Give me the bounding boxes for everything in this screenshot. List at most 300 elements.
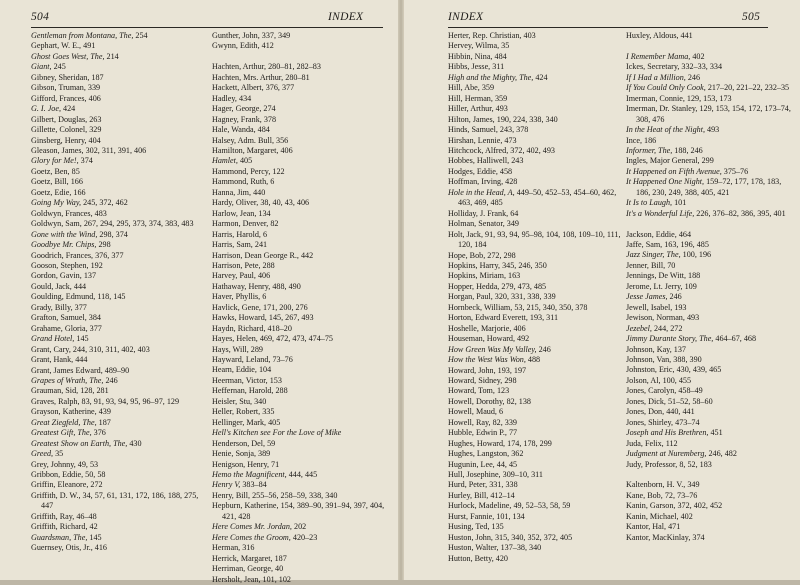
entry-name: Hagney, Frank, [212,114,262,124]
index-entry [626,156,794,166]
index-entry [626,418,794,428]
index-entry [448,324,622,334]
entry-page-refs: 298 [502,375,517,385]
index-entry [212,365,388,375]
entry-page-refs: 6 [260,292,267,302]
entry-page-refs: 416 [92,543,107,553]
entry-name: Griffith, D. W., [31,490,81,500]
entry-name: Hutton, Betty, [448,553,494,563]
entry-name: Hilton, James, [448,114,495,124]
entry-name: Hemo the Magnificent, [212,470,287,480]
entry-name: Kantor, MacKinlay, [626,532,691,542]
entry-name: Jesse James, [626,292,668,302]
entry-page-refs: 280–81, 282–83 [266,62,321,72]
entry-name: Greatest Show on Earth, The, [31,438,128,448]
index-entry [626,386,794,396]
entry-page-refs: 82, 339 [490,417,517,427]
index-entry [31,313,208,323]
entry-page-refs: 406 [511,323,526,333]
index-entry [626,355,794,365]
entry-name: Jones, Dick, [626,396,666,406]
entry-page-refs: 70 [665,260,676,270]
index-entry [212,355,388,365]
index-entry [448,313,622,323]
index-entry [31,355,208,365]
entry-page-refs: 246, 482 [706,449,737,459]
entry-name: Guardsman, The, [31,532,88,542]
left-page [0,0,396,584]
entry-name: Gibney, Sheridan, [31,72,90,82]
entry-name: Hayes, Helen, [212,334,258,344]
entry-name: Johnston, Eric, [626,365,675,375]
entry-page-refs: 376, 377 [93,250,124,260]
entry-name: G. I. Joe, [31,104,62,114]
index-entry [212,271,388,281]
index-entry [626,250,794,260]
entry-name: Hale, Wanda, [212,125,256,135]
index-entry [626,365,794,375]
index-entry [212,376,388,386]
entry-page-refs: 6 [268,177,275,187]
entry-name: Holman, Senator, [448,219,505,229]
index-entry [626,83,794,93]
entry-page-refs: 335 [260,407,275,417]
entry-page-refs: 137 [671,344,686,354]
index-entry [212,188,388,198]
entry-page-refs: 64 [508,208,519,218]
index-entry [626,439,794,449]
entry-page-refs: 134 [256,208,271,218]
entry-name: Judy, Professor, [626,459,678,469]
index-entry [212,397,388,407]
entry-page-refs: 101 [672,198,687,208]
entry-name: Hope, Bob, [448,250,486,260]
index-entry [212,115,388,125]
entry-page-refs: 137 [81,271,96,281]
entry-page-refs: 389 [256,449,271,459]
entry-page-refs: 241 [252,240,268,250]
index-entry [212,533,388,543]
index-entry [212,209,388,219]
index-entry [448,397,622,407]
entry-page-refs: 166 [71,187,86,197]
index-entry [31,73,208,83]
index-entry [31,136,208,146]
entry-page-refs: 38, 40, 43, 406 [258,198,310,208]
entry-name: Griffin, Eleanore, [31,480,89,490]
entry-page-refs: 46–48 [74,511,97,521]
entry-name: In the Heat of the Night, [626,125,705,135]
entry-page-refs: 412 [259,41,274,51]
entry-name: Gifford, Frances, [31,93,87,103]
entry-page-refs: 449–50, 452–53, 454–60, 462, 463, 469, 485 [458,187,617,208]
index-entry [212,418,388,428]
entry-page-refs: 356 [274,135,289,145]
entry-page-refs: 404 [86,135,101,145]
entry-page-refs: 298, 374 [97,229,128,239]
entry-name: Hopkins, Harry, [448,260,501,270]
entry-name: Hell's Kitchen see For the Love of Mike [212,428,342,438]
entry-page-refs: 473 [502,135,517,145]
entry-name: Hurd, Peter, [448,480,488,490]
entry-name: Jezebel, [626,323,652,333]
entry-page-refs: 488, 490 [270,281,301,291]
entry-name: Here Comes the Groom, [212,532,291,542]
index-entry [31,376,208,386]
entry-name: Hubble, Edwin P., [448,428,507,438]
index-entry [626,282,794,292]
entry-name: Heller, Robert, [212,407,261,417]
entry-name: Huston, Walter, [448,543,499,553]
index-entry [31,219,208,229]
entry-name: Jackson, Eddie, [626,229,677,239]
entry-name: Heerman, Victor, [212,375,268,385]
entry-page-refs: 109 [682,281,697,291]
entry-page-refs: 217–20, 221–22, 232–35 [705,83,790,93]
index-entry [448,366,622,376]
entry-name: Gribbon, Eddie, [31,470,84,480]
entry-page-refs: 311 [490,62,505,72]
entry-name: Havlick, Gene, [212,302,261,312]
index-entry [448,543,622,553]
entry-page-refs: 122 [270,166,285,176]
entry-name: Hardy, Oliver, [212,198,259,208]
entry-name: Halsey, Adm. Bull, [212,135,274,145]
entry-name: Johnson, Van, [626,355,672,365]
entry-page-refs: 72, 73–76 [662,490,698,500]
index-entry [212,156,388,166]
entry-name: Howell, Ray, [448,417,491,427]
index-entry [448,533,622,543]
entry-name: Hinds, Samuel, [448,125,498,135]
index-entry [448,261,622,271]
index-entry [448,522,622,532]
entry-page-refs: 202 [291,522,307,532]
entry-name: Hepburn, Katherine, [212,501,279,511]
index-entry [626,240,794,250]
entry-page-refs: 378 [261,114,277,124]
entry-page-refs: 263 [87,114,102,124]
entry-name: Hirshan, Lennie, [448,135,503,145]
index-entry [448,156,622,166]
entry-page-refs: 337, 349 [259,31,291,40]
entry-name: Hugunin, Lee, [448,459,495,469]
index-entry [31,261,208,271]
entry-page-refs: 35 [53,449,64,459]
index-entry [626,480,794,490]
entry-name: Jimmy Durante Story, The, [626,334,714,344]
entry-page-refs: 129, 153, 154, 172, 173–74, 308, 476 [636,104,791,124]
entry-name: Johnson, Kay, [626,344,672,354]
entry-name: High and the Mighty, The, [448,72,534,82]
entry-page-refs: 85 [69,166,80,176]
entry-name: Gwynn, Edith, [212,41,260,51]
entry-name: Hersholt, Jean, [212,574,261,584]
index-entry [212,177,388,187]
index-entry [212,261,388,271]
entry-name: Hadley, [212,93,237,103]
entry-page-refs: 128, 281 [78,386,109,396]
index-entry [626,449,794,459]
entry-name: Jazz Singer, The, [626,250,681,260]
index-entry [31,522,208,532]
entry-page-refs: 451 [708,428,723,438]
entry-page-refs: 145, 267, 493 [266,313,314,323]
entry-name: Ingles, Major General, [626,156,700,166]
entry-page-refs: 444 [71,281,87,291]
entry-page-refs: 42 [87,522,98,532]
index-entry [626,303,794,313]
entry-page-refs: 100, 196 [680,250,712,260]
entry-name: Gentleman from Montana, The, [31,31,134,40]
index-entry [212,167,388,177]
entry-page-refs: 112 [663,438,678,448]
entry-page-refs: 339 [85,83,101,93]
entry-page-refs: 440 [251,187,266,197]
header-rule-right [448,27,768,28]
entry-page-refs: 145 [74,334,89,344]
index-entry [448,480,622,490]
entry-name: Grady, Billy, [31,302,73,312]
index-entry [626,136,794,146]
entry-name: Giant, [31,62,52,72]
entry-page-refs: 246 [103,375,118,385]
index-entry [212,104,388,114]
entry-page-refs: 187 [89,72,104,82]
entry-name: Griffith, Ray, [31,511,75,521]
index-entry [212,198,388,208]
entry-page-refs: 458–49 [676,386,703,396]
index-entry [626,198,794,208]
index-entry [31,209,208,219]
entry-name: How the West Was Won, [448,355,526,365]
index-entry [31,460,208,470]
entry-page-refs: 440, 441 [664,407,695,417]
entry-name: Hellinger, Mark, [212,417,267,427]
index-entry [448,177,622,187]
entry-name: Griffith, Richard, [31,522,88,532]
entry-page-refs: 171, 200, 276 [260,302,308,312]
index-entry [212,324,388,334]
entry-name: Hull, Josephine, [448,470,501,480]
entry-page-refs: 49, 52–53, 58, 59 [511,501,571,511]
entry-name: Jones, Shirley, [626,417,674,427]
entry-name: Henry, Bill, [212,490,251,500]
entry-name: Gooson, Stephen, [31,260,89,270]
entry-page-refs: 383–84 [240,480,267,490]
entry-page-refs: 349 [504,219,519,229]
index-entry [31,52,208,62]
entry-name: Ginsberg, Henry, [31,135,87,145]
entry-name: Imerman, Connie, [626,93,685,103]
entry-page-refs: 441 [678,31,693,40]
entry-page-refs: 274 [261,104,276,114]
entry-page-refs: 483 [92,208,107,218]
entry-page-refs: 163 [506,271,521,281]
entry-name: Herriman, George, [212,564,273,574]
index-entry [626,491,794,501]
entry-page-refs: 190, 224, 338, 340 [494,114,558,124]
index-entry [212,94,388,104]
entry-name: Grey, Johnny, [31,459,76,469]
index-entry [448,470,622,480]
entry-page-refs: 254 [133,31,148,40]
entry-name: Jewison, Norman, [626,313,685,323]
entry-name: Ghost Goes West, The, [31,51,105,61]
index-entry [448,219,622,229]
index-entry [626,125,794,135]
entry-page-refs: 288 [273,386,288,396]
index-entry [212,146,388,156]
entry-name: Horgan, Paul, [448,292,493,302]
entry-name: Hobbes, Halliwell, [448,156,510,166]
index-entry [31,62,208,72]
entry-name: Harris, Sam, [212,240,253,250]
entry-name: It Happened One Night, [626,177,705,187]
entry-page-refs: 244, 310, 311, 402, 403 [70,344,150,354]
entry-name: Jennings, De Witt, [626,271,687,281]
entry-page-refs: 188 [686,271,701,281]
entry-name: Hitchcock, Alfred, [448,145,509,155]
entry-page-refs: 434 [236,93,252,103]
running-head-right: INDEX [448,11,484,23]
entry-page-refs: 193, 197 [495,365,527,375]
index-entry [448,104,622,114]
index-entry [448,31,622,41]
entry-page-refs: 188, 246 [672,145,703,155]
entry-name: Howard, Tom, [448,386,495,396]
index-entry [31,188,208,198]
index-entry [448,501,622,511]
entry-name: Hachten, Mrs. Arthur, [212,72,284,82]
entry-name: Grafton, Samuel, [31,313,87,323]
entry-page-refs: 320, 331, 338, 339 [492,292,556,302]
index-entry [212,345,388,355]
index-entry [31,418,208,428]
entry-page-refs: 123 [494,386,510,396]
index-entry [31,240,208,250]
entry-page-refs: 82 [268,219,279,229]
index-entry [31,230,208,240]
index-entry [626,177,794,198]
index-entry [448,251,622,261]
index-entry [626,104,794,125]
entry-name: Goetz, Ben, [31,166,70,176]
index-entry [31,83,208,93]
index-entry [626,501,794,511]
entry-page-refs: 377 [87,323,102,333]
index-entry [212,31,388,41]
entry-name: Jones, Carolyn, [626,386,677,396]
index-entry [212,62,388,72]
index-entry [31,480,208,490]
entry-page-refs: 193 [672,302,687,312]
index-entry [448,209,622,219]
entry-page-refs: 77 [506,428,518,438]
index-entry [448,460,622,470]
entry-page-refs: 412–14 [488,490,515,500]
index-entry [212,491,388,501]
entry-page-refs: 430, 439, 465 [674,365,722,375]
index-entry [626,209,794,219]
entry-name: Hammond, Percy, [212,166,271,176]
entry-name: Gordon, Gavin, [31,271,82,281]
entry-page-refs: 34, 57, 61, 131, 172, 186, 188, 275, 447 [41,490,199,511]
index-entry [448,125,622,135]
index-entry [448,282,622,292]
entry-name: Heffernan, Harold, [212,386,274,396]
entry-name: It Happened on Fifth Avenue, [626,166,722,176]
entry-name: Goldwyn, Frances, [31,208,93,218]
entry-page-refs: 135 [489,522,504,532]
index-entry [448,146,622,156]
index-entry [448,73,622,83]
entry-page-refs: 83, 91, 93, 94, 95, 96–97, 129 [79,396,180,406]
entry-name: Haydn, Richard, [212,323,266,333]
entry-page-refs: 91, 93, 94, 95–98, 104, 108, 109–10, 111, 120, 184 [458,229,621,250]
entry-page-refs: 340 [252,396,267,406]
entry-page-refs: 420–23 [290,532,318,542]
entry-name: Glory for Me!, [31,156,79,166]
entry-name: Gone with the Wind, [31,229,98,239]
entry-name: Juda, Felix, [626,438,664,448]
entry-page-refs: 129, 153, 173 [684,93,732,103]
entry-page-refs: 430 [127,438,142,448]
index-entry [212,470,388,480]
entry-page-refs: 489–90 [102,365,130,375]
index-entry [212,313,388,323]
index-entry [448,41,622,51]
entry-page-refs: 243, 378 [497,125,529,135]
index-entry [31,271,208,281]
entry-page-refs: 349 [685,480,700,490]
entry-page-refs: 272 [88,480,103,490]
index-entry [626,230,794,240]
entry-name: Herman, [212,543,241,553]
entry-name: Harlow, Jean, [212,208,257,218]
entry-page-refs: 362 [509,449,524,459]
index-entry [448,334,622,344]
entry-page-refs: 331, 338 [487,480,518,490]
entry-name: Jolson, Al, [626,375,661,385]
entry-name: Gibson, Truman, [31,83,86,93]
index-entry [31,334,208,344]
entry-page-refs: 376 [91,428,106,438]
index-entry [448,292,622,302]
index-entry [626,428,794,438]
index-entry [626,94,794,104]
entry-page-refs: 377 [72,302,87,312]
entry-page-refs: 288 [260,260,275,270]
index-entry [31,177,208,187]
index-entry [212,460,388,470]
entry-name: Herter, Rep. Christian, [448,31,522,40]
entry-page-refs: 316 [240,543,255,553]
index-entry [31,282,208,292]
entry-name: Hurlock, Madeline, [448,501,512,511]
index-entry [448,188,622,209]
entry-page-refs: 299 [699,156,714,166]
entry-name: Hoffman, Irving, [448,177,504,187]
entry-name: Grayson, Katherine, [31,407,97,417]
entry-name: Great Ziegfeld, The, [31,417,97,427]
index-entry [448,345,622,355]
index-entry [448,439,622,449]
entry-name: Informer, The, [626,145,673,155]
entry-name: Kaltenborn, H. V., [626,480,686,490]
entry-page-refs: 372, 402, 452 [675,501,723,511]
index-entry [31,94,208,104]
